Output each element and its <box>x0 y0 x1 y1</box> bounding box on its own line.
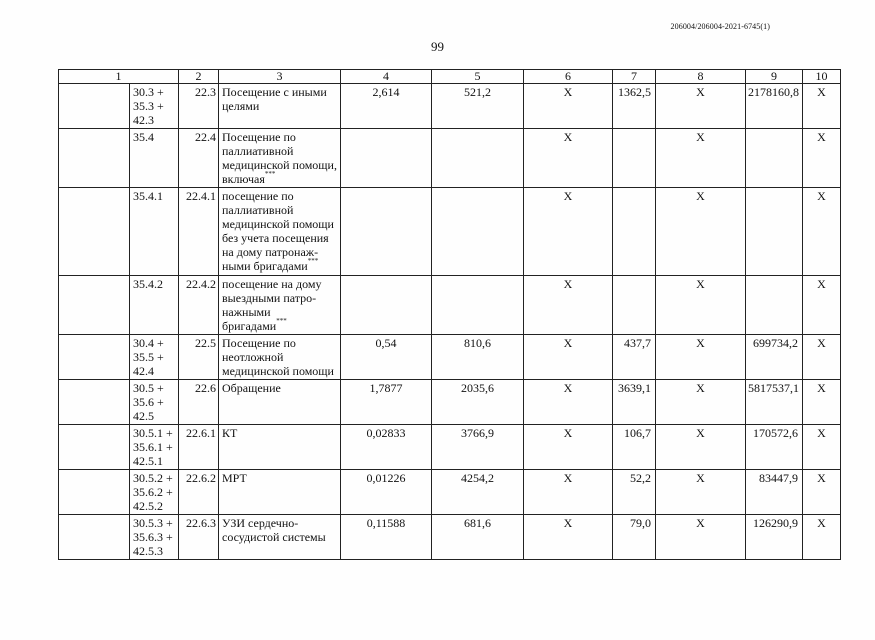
col4-text: 1,7877 <box>369 381 403 395</box>
row-name-cell <box>219 335 341 380</box>
col9-cell <box>746 84 803 129</box>
row-code-text: 30.5.2 + 35.6.2 + 42.5.2 <box>133 471 173 513</box>
col7-text: 52,2 <box>630 471 651 485</box>
row-name-cell <box>219 188 341 276</box>
empty-cell <box>59 380 130 425</box>
col4-text: 0,11588 <box>366 516 406 530</box>
col5-cell <box>432 380 524 425</box>
col6-cell <box>524 188 613 276</box>
empty-cell <box>59 276 130 335</box>
row-name-text: МРТ <box>222 471 247 485</box>
col6-text: X <box>563 277 573 291</box>
col10-cell <box>803 425 841 470</box>
column-header: 2 <box>179 70 219 84</box>
col4-cell <box>341 276 432 335</box>
col6-cell <box>524 84 613 129</box>
col7-cell <box>613 335 656 380</box>
col9-cell <box>746 188 803 276</box>
row-name-cell <box>219 276 341 335</box>
col8-cell <box>656 188 746 276</box>
row-number-text: 22.6 <box>195 381 216 395</box>
col7-cell <box>613 425 656 470</box>
row-number-text: 22.3 <box>195 85 216 99</box>
table-row <box>59 380 841 425</box>
col5-cell <box>432 515 524 560</box>
row-name-cell <box>219 84 341 129</box>
col9-cell <box>746 515 803 560</box>
col4-text: 2,614 <box>372 85 400 99</box>
col8-cell <box>656 276 746 335</box>
col10-cell <box>803 276 841 335</box>
column-header: 10 <box>803 70 841 84</box>
header-row <box>59 70 841 84</box>
col8-cell <box>656 129 746 188</box>
col10-cell <box>803 188 841 276</box>
col9-text: 126290,9 <box>753 516 798 530</box>
col10-text: X <box>817 277 826 291</box>
col6-cell <box>524 335 613 380</box>
col10-text: X <box>817 471 826 485</box>
col6-cell <box>524 425 613 470</box>
row-code-cell <box>130 470 179 515</box>
col7-text: 79,0 <box>630 516 651 530</box>
data-table <box>58 69 841 560</box>
col9-cell <box>746 129 803 188</box>
col5-cell <box>432 470 524 515</box>
row-name-text: УЗИ сердечно-сосудистой системы <box>222 516 326 544</box>
col5-cell <box>432 335 524 380</box>
table-row <box>59 335 841 380</box>
empty-cell <box>59 470 130 515</box>
row-code-cell <box>130 188 179 276</box>
empty-cell <box>59 335 130 380</box>
row-name-text: посещение по паллиативной медицинской помощи без учета посещения на дому патронаж-ными бригадами <box>222 189 334 273</box>
row-name-text: КТ <box>222 426 238 440</box>
column-header: 8 <box>656 70 746 84</box>
empty-cell <box>59 515 130 560</box>
row-number-cell <box>179 335 219 380</box>
col8-text: X <box>696 189 705 203</box>
col8-text: X <box>696 336 705 350</box>
row-code-text: 30.5 + 35.6 + 42.5 <box>133 381 164 423</box>
table-row <box>59 276 841 335</box>
col9-text: 2178160,8 <box>748 85 799 99</box>
col4-text: 0,01226 <box>366 471 406 485</box>
document-id: 206004/206004-2021-6745(1) <box>670 22 770 31</box>
footnote-marker: *** <box>264 170 276 178</box>
col5-cell <box>432 425 524 470</box>
column-header: 3 <box>219 70 341 84</box>
col7-text: 1362,5 <box>618 85 651 99</box>
table-row <box>59 425 841 470</box>
row-number-text: 22.5 <box>195 336 216 350</box>
col5-cell <box>432 276 524 335</box>
footnote-marker: *** <box>276 317 287 325</box>
col8-cell <box>656 335 746 380</box>
row-name-cell <box>219 470 341 515</box>
col6-cell <box>524 380 613 425</box>
col4-cell <box>341 425 432 470</box>
col6-text: X <box>563 426 573 440</box>
table-row <box>59 515 841 560</box>
col6-text: X <box>563 189 573 203</box>
col7-cell <box>613 84 656 129</box>
col6-text: X <box>563 381 573 395</box>
row-code-cell <box>130 276 179 335</box>
col5-cell <box>432 188 524 276</box>
row-number-cell <box>179 188 219 276</box>
page-number: 99 <box>431 39 444 54</box>
row-number-text: 22.4.2 <box>186 277 216 291</box>
empty-cell <box>59 425 130 470</box>
row-code-text: 35.4.2 <box>133 277 163 291</box>
col9-text: 699734,2 <box>753 336 798 350</box>
col8-cell <box>656 380 746 425</box>
row-name-cell <box>219 129 341 188</box>
col5-text: 810,6 <box>464 336 491 350</box>
col10-cell <box>803 380 841 425</box>
row-name-text: Обращение <box>222 381 281 395</box>
col8-text: X <box>696 471 705 485</box>
row-name-text: Посещение по паллиативной медицинской помощи, включая <box>222 130 337 186</box>
row-number-text: 22.6.3 <box>186 516 216 530</box>
col10-text: X <box>817 189 826 203</box>
col4-cell <box>341 470 432 515</box>
footnote-marker: *** <box>307 257 319 265</box>
col7-cell <box>613 129 656 188</box>
col8-text: X <box>696 277 705 291</box>
col7-cell <box>613 276 656 335</box>
col6-text: X <box>563 130 573 144</box>
table-row <box>59 84 841 129</box>
col9-text: 83447,9 <box>759 471 798 485</box>
row-number-cell <box>179 380 219 425</box>
col6-text: X <box>563 471 573 485</box>
row-code-text: 35.4 <box>133 130 154 144</box>
row-code-text: 30.3 + 35.3 + 42.3 <box>133 85 164 127</box>
col4-cell <box>341 188 432 276</box>
col10-cell <box>803 335 841 380</box>
column-header: 1 <box>59 70 179 84</box>
row-code-text: 30.5.1 + 35.6.1 + 42.5.1 <box>133 426 173 468</box>
row-code-text: 35.4.1 <box>133 189 163 203</box>
col5-text: 3766,9 <box>461 426 494 440</box>
col7-cell <box>613 470 656 515</box>
col4-cell <box>341 84 432 129</box>
table-row <box>59 470 841 515</box>
col6-cell <box>524 129 613 188</box>
col8-text: X <box>696 516 705 530</box>
table-row <box>59 129 841 188</box>
col6-cell <box>524 470 613 515</box>
row-number-cell <box>179 515 219 560</box>
col7-text: 437,7 <box>624 336 651 350</box>
row-number-cell <box>179 425 219 470</box>
row-name-text: Посещение по неотложной медицинской помощи <box>222 336 334 378</box>
col7-cell <box>613 380 656 425</box>
col8-text: X <box>696 130 705 144</box>
col6-text: X <box>563 336 573 350</box>
col5-text: 4254,2 <box>461 471 494 485</box>
col7-text: 3639,1 <box>618 381 651 395</box>
row-code-cell <box>130 335 179 380</box>
row-code-cell <box>130 515 179 560</box>
table-row <box>59 188 841 276</box>
col8-cell <box>656 470 746 515</box>
col5-text: 521,2 <box>464 85 491 99</box>
col10-cell <box>803 84 841 129</box>
column-header: 7 <box>613 70 656 84</box>
col10-text: X <box>817 426 826 440</box>
row-number-text: 22.6.2 <box>186 471 216 485</box>
col10-text: X <box>817 336 826 350</box>
col4-cell <box>341 335 432 380</box>
col6-text: X <box>563 516 573 530</box>
column-header: 6 <box>524 70 613 84</box>
row-code-text: 30.5.3 + 35.6.3 + 42.5.3 <box>133 516 173 558</box>
row-code-cell <box>130 380 179 425</box>
col9-cell <box>746 276 803 335</box>
col6-cell <box>524 276 613 335</box>
col9-text: 5817537,1 <box>748 381 799 395</box>
col9-text: 170572,6 <box>753 426 798 440</box>
col8-text: X <box>696 426 705 440</box>
col9-cell <box>746 335 803 380</box>
row-number-cell <box>179 84 219 129</box>
col6-cell <box>524 515 613 560</box>
row-name-text: посещение на дому выездными патро-нажными бригадами <box>222 277 322 333</box>
col8-text: X <box>696 85 705 99</box>
col10-text: X <box>817 381 826 395</box>
col4-cell <box>341 129 432 188</box>
column-header: 5 <box>432 70 524 84</box>
col8-cell <box>656 515 746 560</box>
col6-text: X <box>563 85 573 99</box>
col10-text: X <box>817 516 826 530</box>
col8-text: X <box>696 381 705 395</box>
row-number-cell <box>179 470 219 515</box>
row-number-text: 22.4 <box>195 130 216 144</box>
col7-cell <box>613 515 656 560</box>
row-number-cell <box>179 276 219 335</box>
empty-cell <box>59 188 130 276</box>
row-number-text: 22.4.1 <box>186 189 216 203</box>
col9-cell <box>746 470 803 515</box>
col10-cell <box>803 515 841 560</box>
row-code-cell <box>130 129 179 188</box>
col9-cell <box>746 380 803 425</box>
col10-cell <box>803 470 841 515</box>
col4-text: 0,54 <box>375 336 397 350</box>
row-name-cell <box>219 515 341 560</box>
col8-cell <box>656 425 746 470</box>
col4-cell <box>341 380 432 425</box>
col10-text: X <box>817 85 826 99</box>
row-name-text: Посещение с иными целями <box>222 85 327 113</box>
col5-text: 2035,6 <box>461 381 494 395</box>
col7-cell <box>613 188 656 276</box>
row-name-cell <box>219 380 341 425</box>
row-code-cell <box>130 84 179 129</box>
column-header: 4 <box>341 70 432 84</box>
row-code-cell <box>130 425 179 470</box>
col10-cell <box>803 129 841 188</box>
col4-cell <box>341 515 432 560</box>
column-header: 9 <box>746 70 803 84</box>
row-code-text: 30.4 + 35.5 + 42.4 <box>133 336 164 378</box>
col7-text: 106,7 <box>624 426 651 440</box>
empty-cell <box>59 84 130 129</box>
col9-cell <box>746 425 803 470</box>
col5-cell <box>432 84 524 129</box>
empty-cell <box>59 129 130 188</box>
row-number-text: 22.6.1 <box>186 426 216 440</box>
col5-cell <box>432 129 524 188</box>
row-number-cell <box>179 129 219 188</box>
col10-text: X <box>817 130 826 144</box>
col4-text: 0,02833 <box>366 426 406 440</box>
row-name-cell <box>219 425 341 470</box>
col5-text: 681,6 <box>464 516 491 530</box>
col8-cell <box>656 84 746 129</box>
